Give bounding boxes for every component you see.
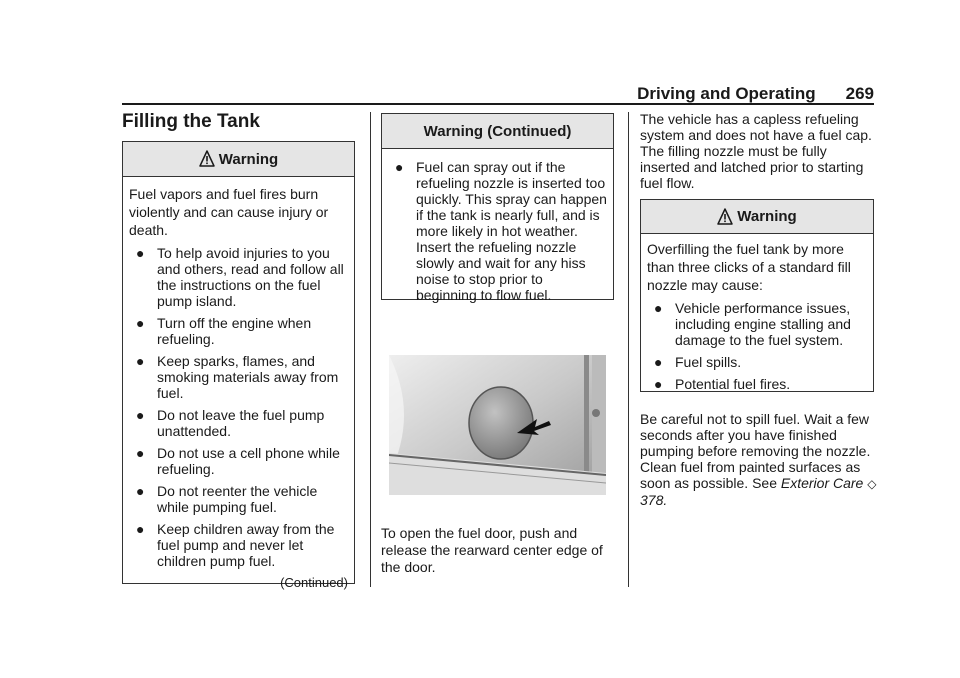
warning-bullet-list [647, 300, 867, 392]
bullet-icon: ● [136, 521, 145, 537]
running-header [637, 84, 874, 104]
bullet-icon: ● [136, 445, 145, 461]
warning-intro: Fuel vapors and fuel fires burn violently and can cause injury or death. [129, 186, 329, 238]
continued-label: (Continued) [280, 575, 348, 590]
bullet-icon: ● [136, 407, 145, 423]
list-item: ● Fuel spills. [654, 354, 742, 370]
bullet-icon: ● [654, 300, 663, 316]
list-item: ● Fuel can spray out if the refueling nozzle is inserted too quickly. This spray can happen if the tank is nearly full, and is more likely in hot weather. Insert the refueling nozzle slowly and wait for any hiss noise to stop prior to beginning to flow fuel. [395, 159, 607, 303]
bullet-icon: ● [136, 245, 145, 261]
warning-heading: Warning [737, 208, 797, 225]
bullet-icon: ● [136, 315, 145, 331]
warning-header [641, 200, 873, 234]
list-item: ● Turn off the engine when refueling. [136, 315, 312, 347]
warning-heading: Warning [218, 150, 279, 168]
column-divider-1 [370, 112, 371, 587]
list-item: ● Keep sparks, flames, and smoking materials away from fuel. [136, 353, 339, 401]
bullet-icon: ● [136, 353, 145, 369]
capless-system-text: The vehicle has a capless refueling system and does not have a fuel cap. The filling nozzle must be fully inserted and latched prior to starting fuel flow. [640, 111, 872, 191]
section-title: Driving and Operating [637, 84, 816, 103]
warning-triangle-icon [717, 208, 733, 226]
warning-box-continued [381, 113, 614, 303]
warning-bullet-list [388, 159, 607, 303]
list-item: ● Do not reenter the vehicle while pumping fuel. [136, 483, 318, 515]
warning-box-fuel-vapors [122, 141, 355, 590]
column-divider-2 [628, 112, 629, 587]
warning-bullet-list [129, 245, 348, 569]
page-reference-icon: ◇ [867, 477, 877, 491]
list-item: ● Potential fuel fires. [654, 376, 791, 392]
warning-intro: Overfilling the fuel tank by more than three clicks of a standard fill nozzle may cause: [647, 241, 851, 293]
fuel-door-photo [389, 355, 606, 495]
warning-box-overfilling [640, 199, 874, 392]
bullet-icon: ● [395, 159, 404, 175]
list-item: ● Do not use a cell phone while refueling. [136, 445, 340, 477]
bullet-icon: ● [654, 354, 663, 370]
careful-fueling-text: Be careful not to spill fuel. Wait a few seconds after you have finished pumping before removing the nozzle. Clean fuel from painted surfaces as soon as possible. See Exterior Care ◇ 378. [640, 411, 877, 508]
page-number: 269 [845, 84, 874, 103]
fuel-door-instructions: To open the fuel door, push and release the rearward center edge of the door. [381, 525, 603, 575]
header-rule [122, 103, 874, 105]
list-item: ● Do not leave the fuel pump unattended. [136, 407, 325, 439]
bullet-icon: ● [654, 376, 663, 392]
list-item: ● To help avoid injuries to you and others, read and follow all the instructions on the fuel pump island. [136, 245, 344, 309]
warning-continued-header: Warning (Continued) [382, 114, 613, 149]
page-title: Filling the Tank [122, 111, 260, 132]
warning-triangle-icon [199, 150, 215, 168]
list-item: ● Keep children away from the fuel pump and never let children pump fuel. [136, 521, 335, 569]
list-item: ● Vehicle performance issues, including engine stalling and damage to the fuel system. [654, 300, 851, 348]
warning-header [123, 142, 354, 177]
cross-reference-link[interactable]: Exterior Care ◇ 378. [640, 475, 877, 508]
bullet-icon: ● [136, 483, 145, 499]
